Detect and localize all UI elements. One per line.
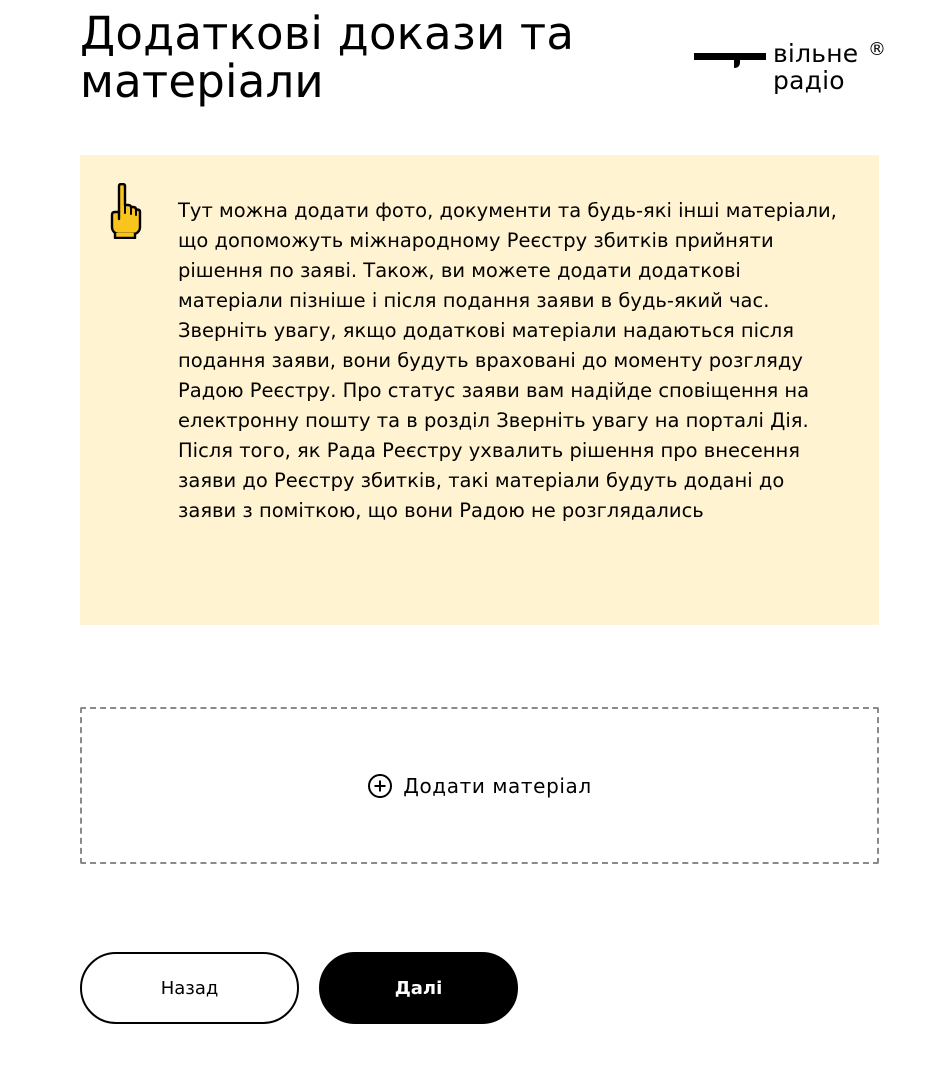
logo-mark-icon <box>694 46 766 70</box>
logo-line-1: вільне <box>773 39 859 68</box>
notice-paragraph-2: Зверніть увагу, якщо додаткові матеріали надаються після подання заяви, вони будуть враховані до моменту розгляду Радою Реєстру. Про статус заяви вам надійде сповіщення на електронну пошту та в розділ Зверніть увагу на порталі Дія. Після того, як Рада Реєстру ухвалить рішення про внесення заяви до Реєстру збитків, такі матеріали будуть додані до заяви з поміткою, що вони Радою не розглядались <box>178 319 810 522</box>
logo-text <box>773 40 858 94</box>
add-material-dropzone[interactable] <box>80 707 879 864</box>
registered-mark: ® <box>868 39 886 60</box>
vilne-radio-logo[interactable] <box>694 40 894 100</box>
next-button[interactable]: Далі <box>319 952 518 1024</box>
page-title: Додаткові докази та матеріали <box>80 7 575 108</box>
notice-text <box>178 196 838 526</box>
plus-circle-icon <box>367 773 393 799</box>
back-button[interactable]: Назад <box>80 952 299 1024</box>
logo-line-2: радіо <box>773 66 845 95</box>
add-material-button[interactable] <box>367 773 592 799</box>
pointing-up-hand-icon <box>106 183 142 239</box>
notice-paragraph-1: Тут можна додати фото, документи та будь-які інші матеріали, що допоможуть міжнародному Реєстру збитків прийняти рішення по заяві. Також, ви можете додати додаткові матеріали пізніше і після подання заяви в будь-який час. <box>178 199 837 312</box>
add-material-label: Додати матеріал <box>403 773 592 798</box>
info-notice <box>80 155 879 625</box>
